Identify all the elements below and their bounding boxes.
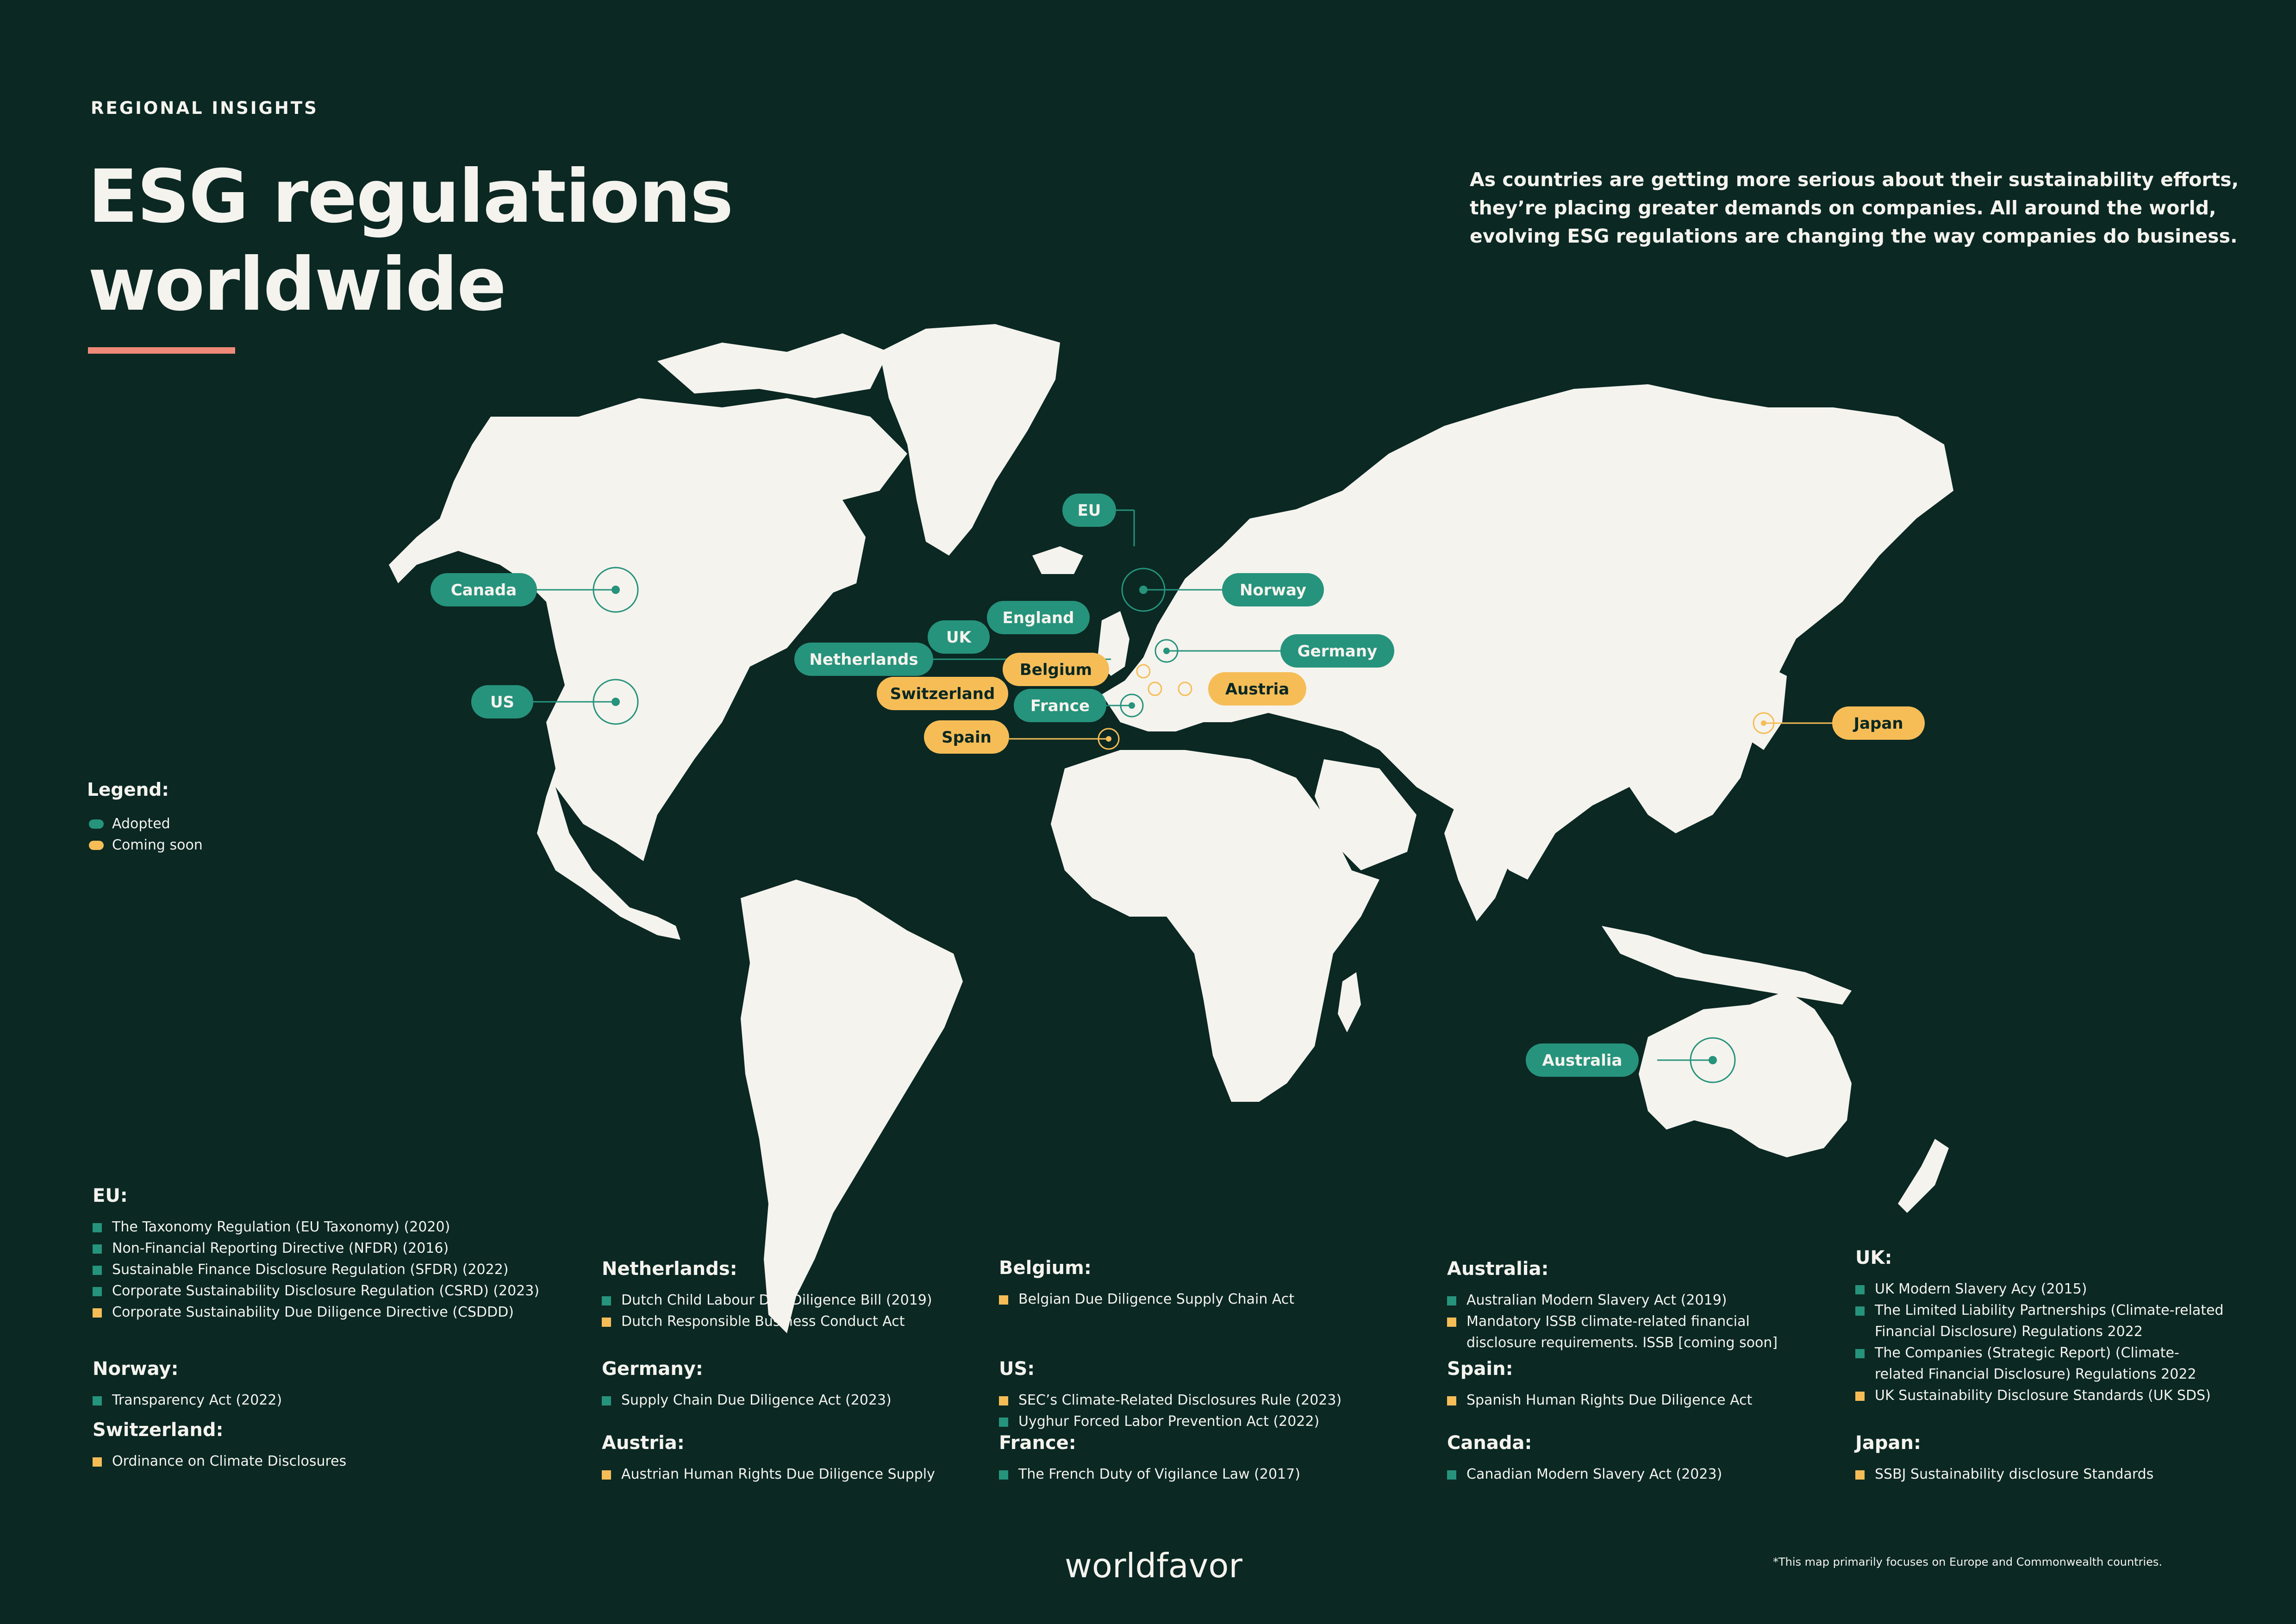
section-spain — [1447, 1358, 1799, 1411]
list-item: The Limited Liability Partnerships (Climate-related Financial Disclosure) Regulations 2022 — [1855, 1300, 2226, 1343]
section-australia-title: Australia: — [1447, 1258, 1549, 1280]
dot-norway — [1139, 586, 1148, 594]
list-item: The Taxonomy Regulation (EU Taxonomy) (2020) — [93, 1217, 555, 1238]
pill-belgium-text: Belgium — [1019, 661, 1092, 679]
list-item: Uyghur Forced Labor Prevention Act (2022) — [999, 1411, 1416, 1432]
section-netherlands-title: Netherlands: — [602, 1258, 737, 1280]
list-item: Sustainable Finance Disclosure Regulation (SFDR) (2022) — [93, 1259, 555, 1280]
list-item: Mandatory ISSB climate-related financial disclosure requirements. ISSB [coming soon] — [1447, 1311, 1799, 1354]
pill-switzerland-text: Switzerland — [890, 685, 995, 703]
section-canada — [1447, 1432, 1799, 1485]
list-item: Transparency Act (2022) — [93, 1390, 555, 1411]
land-new-zealand — [1898, 1139, 1949, 1213]
pill-netherlands — [794, 643, 933, 676]
land-iceland — [1032, 546, 1083, 574]
section-austria-title: Austria: — [602, 1432, 685, 1454]
legend-adopted — [89, 816, 170, 832]
pill-germany — [1280, 634, 1394, 668]
section-germany-title: Germany: — [602, 1358, 703, 1380]
pill-england — [987, 601, 1090, 634]
section-japan — [1855, 1432, 2226, 1485]
section-norway — [93, 1358, 555, 1411]
pill-spain-text: Spain — [942, 728, 992, 747]
intro-line-2: they’re placing greater demands on companies. All around the world, — [1470, 197, 2216, 219]
page-title-line-2: worldwide — [88, 242, 506, 327]
pill-japan-text: Japan — [1853, 714, 1903, 733]
pill-england-text: England — [1002, 609, 1074, 627]
section-canada-title: Canada: — [1447, 1432, 1532, 1454]
continents — [389, 324, 1953, 1333]
section-us-title: US: — [999, 1358, 1035, 1380]
list-item: Non-Financial Reporting Directive (NFDR) (2016) — [93, 1238, 555, 1259]
pill-germany-text: Germany — [1297, 642, 1378, 661]
section-us — [999, 1358, 1416, 1432]
legend-adopted-label: Adopted — [112, 816, 170, 832]
intro-line-3: evolving ESG regulations are changing the way companies do business. — [1470, 225, 2238, 247]
pill-australia — [1526, 1043, 1639, 1077]
list-item: Belgian Due Diligence Supply Chain Act — [999, 1289, 1416, 1310]
dot-germany — [1163, 648, 1170, 654]
intro-line-1: As countries are getting more serious about their sustainability efforts, — [1470, 169, 2239, 191]
pill-austria — [1208, 672, 1306, 706]
list-item: Ordinance on Climate Disclosures — [93, 1451, 555, 1472]
land-arctic-islands — [657, 333, 889, 398]
pill-canada — [430, 573, 537, 606]
pill-us — [471, 685, 533, 718]
list-item: The French Duty of Vigilance Law (2017) — [999, 1464, 1416, 1485]
pill-france — [1014, 689, 1106, 722]
pill-norway-text: Norway — [1239, 581, 1307, 600]
section-japan-title: Japan: — [1855, 1432, 1921, 1454]
pill-netherlands-text: Netherlands — [809, 650, 918, 669]
section-eu — [93, 1185, 555, 1323]
eyebrow-label: REGIONAL INSIGHTS — [91, 98, 318, 118]
section-norway-title: Norway: — [93, 1358, 179, 1380]
list-item: Corporate Sustainability Due Diligence Directive (CSDDD) — [93, 1302, 555, 1323]
section-spain-title: Spain: — [1447, 1358, 1513, 1380]
section-belgium-title: Belgium: — [999, 1257, 1092, 1279]
list-item: UK Sustainability Disclosure Standards (UK SDS) — [1855, 1385, 2226, 1406]
list-item: Canadian Modern Slavery Act (2023) — [1447, 1464, 1799, 1485]
list-item: Corporate Sustainability Disclosure Regulation (CSRD) (2023) — [93, 1280, 555, 1302]
list-item: Dutch Responsible Business Conduct Act — [602, 1311, 981, 1332]
section-germany — [602, 1358, 981, 1411]
section-australia — [1447, 1258, 1799, 1354]
section-uk — [1855, 1247, 2226, 1406]
dot-france — [1129, 702, 1135, 709]
section-belgium — [999, 1257, 1416, 1310]
legend-coming-soon-label: Coming soon — [112, 837, 203, 853]
legend-coming-soon-swatch — [89, 841, 104, 850]
footnote: *This map primarily focuses on Europe and Commonwealth countries. — [1773, 1555, 2163, 1568]
brand-logo: worldfavor — [1065, 1546, 1242, 1585]
dot-canada — [611, 586, 620, 594]
legend-adopted-swatch — [89, 819, 104, 829]
pill-uk — [928, 620, 990, 654]
section-switzerland — [93, 1419, 555, 1472]
legend-coming-soon — [89, 837, 203, 853]
list-item: Austrian Human Rights Due Diligence Supply — [602, 1464, 981, 1485]
pill-eu — [1062, 493, 1116, 527]
section-france-title: France: — [999, 1432, 1076, 1454]
land-indonesia — [1602, 926, 1852, 1005]
section-france — [999, 1432, 1416, 1485]
pill-switzerland — [877, 677, 1008, 710]
list-item: Supply Chain Due Diligence Act (2023) — [602, 1390, 981, 1411]
pill-spain — [924, 720, 1009, 754]
pill-us-text: US — [490, 693, 515, 712]
pill-belgium — [1003, 653, 1109, 686]
section-netherlands — [602, 1258, 981, 1332]
dot-japan — [1761, 720, 1766, 726]
list-item: UK Modern Slavery Acy (2015) — [1855, 1279, 2226, 1300]
list-item: Dutch Child Labour Due Diligence Bill (2019) — [602, 1290, 981, 1311]
pill-australia-text: Australia — [1542, 1051, 1622, 1070]
land-greenland — [880, 324, 1060, 556]
land-australia — [1639, 991, 1852, 1157]
dot-australia — [1709, 1056, 1717, 1064]
list-item: The Companies (Strategic Report) (Climate-related Financial Disclosure) Regulations 2022 — [1855, 1343, 2226, 1385]
pill-eu-text: EU — [1077, 501, 1101, 520]
land-madagascar — [1338, 972, 1361, 1032]
section-austria — [602, 1432, 981, 1485]
section-eu-title: EU: — [93, 1185, 128, 1206]
list-item: Australian Modern Slavery Act (2019) — [1447, 1290, 1799, 1311]
pill-canada-text: Canada — [450, 581, 517, 600]
dot-us — [611, 698, 620, 706]
pill-norway — [1222, 573, 1324, 606]
pill-france-text: France — [1030, 697, 1090, 715]
legend-title: Legend: — [87, 780, 169, 800]
list-item: Spanish Human Rights Due Diligence Act — [1447, 1390, 1799, 1411]
section-uk-title: UK: — [1855, 1247, 1892, 1268]
pill-austria-text: Austria — [1225, 680, 1290, 699]
pill-japan — [1832, 706, 1925, 740]
dot-spain — [1106, 736, 1111, 742]
page-title-line-1: ESG regulations — [88, 154, 733, 239]
list-item: SSBJ Sustainability disclosure Standards — [1855, 1464, 2226, 1485]
land-india — [1444, 787, 1518, 921]
pill-uk-text: UK — [946, 628, 971, 647]
list-item: SEC’s Climate-Related Disclosures Rule (2023) — [999, 1390, 1416, 1411]
section-switzerland-title: Switzerland: — [93, 1419, 224, 1441]
